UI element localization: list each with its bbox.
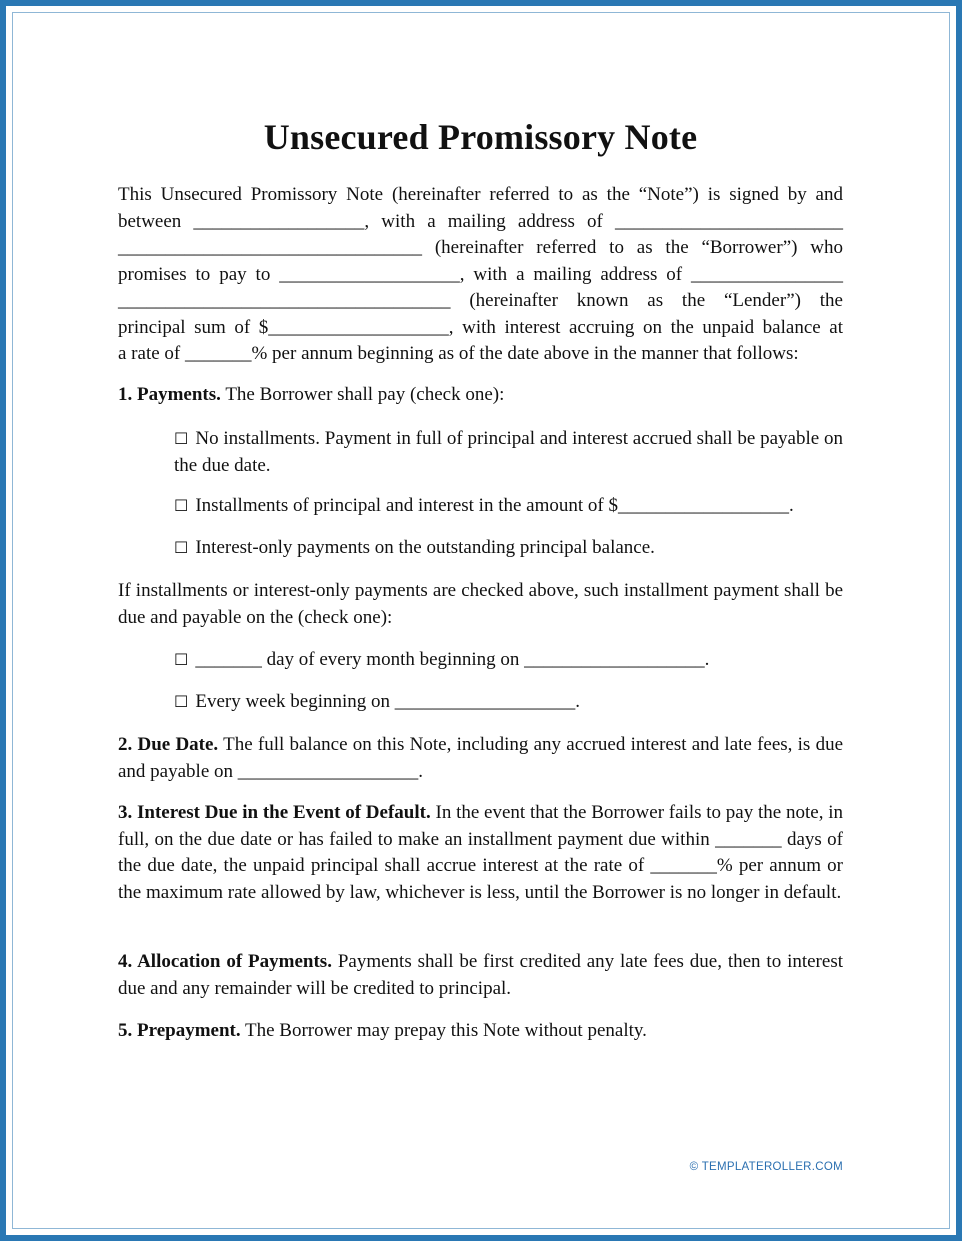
section-heading: 3. Interest Due in the Event of Default. bbox=[118, 802, 431, 823]
intro-line: between __________________, with a mailing address of ________________________ bbox=[118, 210, 843, 232]
section-text: In the event that the Borrower fails to pay the note, in full, on the due date or has failed to make an installment payment due within _______ days of the due date, the unpaid principal shall accrue interest at the rate of _______% per annum or the maximum rate allowed by law, whichever is less, until the Borrower is no longer in default. bbox=[118, 802, 843, 903]
checkbox-icon[interactable]: ☐ bbox=[174, 650, 189, 669]
option-text: Installments of principal and interest in the amount of $__________________. bbox=[195, 495, 794, 516]
payment-option-none bbox=[174, 426, 843, 479]
section-due-date bbox=[118, 732, 843, 785]
section-default-interest bbox=[118, 800, 843, 906]
section-heading: 5. Prepayment. bbox=[118, 1020, 241, 1041]
option-text: Every week beginning on ___________________. bbox=[195, 691, 581, 712]
schedule-option-weekly bbox=[174, 689, 843, 716]
intro-line: ___________________________________ (hereinafter known as the “Lender”) the bbox=[118, 290, 843, 311]
section-text: The Borrower shall pay (check one): bbox=[220, 384, 505, 405]
intro-line: a rate of _______% per annum beginning as of the date above in the manner that follows: bbox=[118, 343, 799, 364]
payment-option-installments bbox=[174, 493, 843, 520]
section-text: The full balance on this Note, including any accrued interest and late fees, is due and payable on ___________________. bbox=[118, 734, 843, 782]
checkbox-icon[interactable]: ☐ bbox=[174, 538, 189, 557]
payment-option-interest-only bbox=[174, 535, 843, 562]
option-text: Interest-only payments on the outstanding principal balance. bbox=[195, 537, 655, 558]
section-heading: 2. Due Date. bbox=[118, 734, 219, 755]
intro-line: This Unsecured Promissory Note (hereinafter referred to as the “Note”) is signed by and bbox=[118, 184, 843, 205]
option-text: No installments. Payment in full of principal and interest accrued shall be payable on the due date. bbox=[174, 428, 843, 476]
section-payments bbox=[118, 382, 843, 409]
section-text: The Borrower may prepay this Note without penalty. bbox=[240, 1020, 647, 1041]
document-title: Unsecured Promissory Note bbox=[263, 117, 698, 157]
option-text: _______ day of every month beginning on ___________________. bbox=[195, 649, 710, 670]
section-heading: 1. Payments. bbox=[118, 384, 221, 405]
checkbox-icon[interactable]: ☐ bbox=[174, 692, 189, 711]
intro-line: ________________________________ (hereinafter referred to as the “Borrower”) who bbox=[118, 237, 843, 258]
checkbox-icon[interactable]: ☐ bbox=[174, 496, 189, 515]
checkbox-icon[interactable]: ☐ bbox=[174, 429, 189, 448]
section-allocation bbox=[118, 949, 843, 1002]
footer-credit-link[interactable]: © TEMPLATEROLLER.COM bbox=[689, 1161, 843, 1173]
installment-followup: If installments or interest-only payments are checked above, such installment payment shall be due and payable on the (check one): bbox=[118, 580, 843, 628]
section-prepayment bbox=[118, 1018, 843, 1045]
schedule-option-monthly bbox=[174, 647, 843, 674]
section-heading: 4. Allocation of Payments. bbox=[118, 951, 332, 972]
intro-line: promises to pay to ___________________, with a mailing address of ________________ bbox=[118, 263, 843, 285]
intro-paragraph bbox=[118, 182, 843, 368]
section-text: Payments shall be first credited any late fees due, then to interest due and any remainder will be credited to principal. bbox=[118, 951, 843, 999]
intro-line: principal sum of $___________________, with interest accruing on the unpaid balance at bbox=[118, 316, 843, 338]
